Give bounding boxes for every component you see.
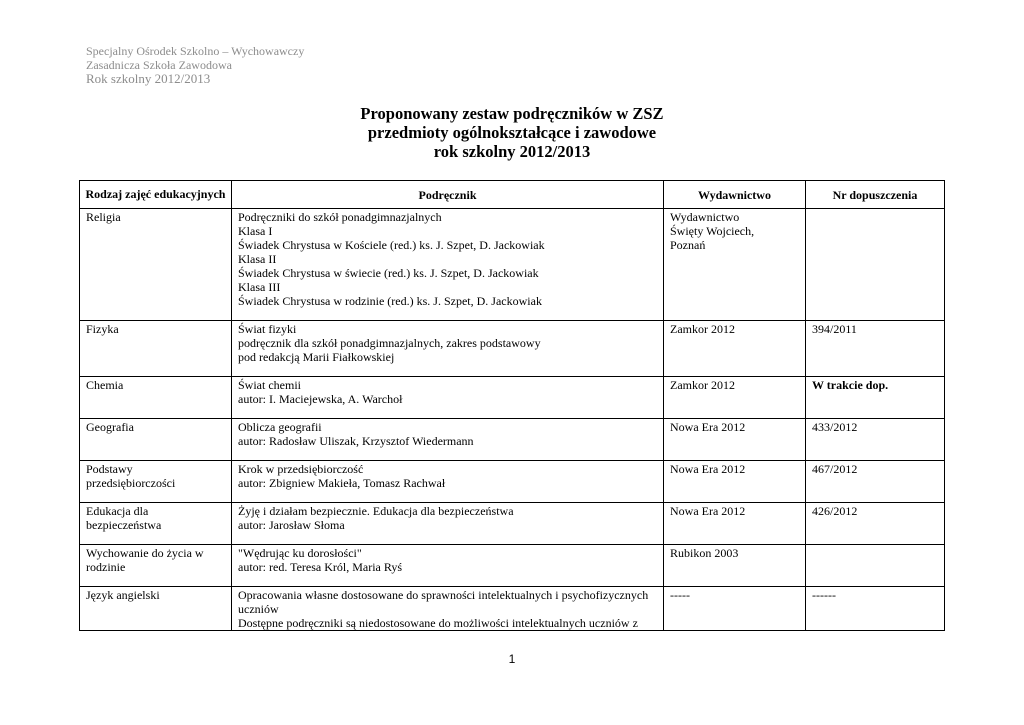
publisher-line: Wydawnictwo — [670, 210, 740, 224]
subject-cell — [80, 503, 232, 545]
table-row — [80, 209, 945, 321]
column-header-publisher: Wydawnictwo — [664, 181, 806, 209]
approval-cell — [806, 321, 945, 377]
publisher-cell — [664, 377, 806, 419]
book-line: Opracowania własne dostosowane do sprawności intelektualnych i psychofizycznych uczniów — [238, 588, 649, 616]
publisher-cell — [664, 419, 806, 461]
publisher-line: Nowa Era 2012 — [670, 462, 746, 476]
title-line-2: przedmioty ogólnokształcące i zawodowe — [367, 123, 657, 142]
publisher-line: Zamkor 2012 — [670, 378, 735, 392]
approval-cell — [806, 377, 945, 419]
subject-text: Fizyka — [86, 322, 119, 336]
publisher-line: Rubikon 2003 — [670, 546, 739, 560]
book-line: pod redakcją Marii Fiałkowskiej — [238, 350, 395, 364]
subject-cell — [80, 419, 232, 461]
approval-number: ------ — [812, 588, 836, 602]
column-header-subject: Rodzaj zajęć edukacyjnych — [80, 181, 232, 209]
approval-cell — [806, 461, 945, 503]
table-row — [80, 321, 945, 377]
book-cell — [232, 545, 664, 587]
book-line: Podręczniki do szkół ponadgimnazjalnych — [238, 210, 442, 224]
column-header-book: Podręcznik — [232, 181, 664, 209]
book-line: autor: I. Maciejewska, A. Warchoł — [238, 392, 403, 406]
book-line: autor: Jarosław Słoma — [238, 518, 345, 532]
table-row — [80, 419, 945, 461]
approval-cell — [806, 209, 945, 321]
book-cell — [232, 419, 664, 461]
book-cell — [232, 587, 664, 631]
publisher-line: Nowa Era 2012 — [670, 504, 746, 518]
book-cell — [232, 209, 664, 321]
book-line: Świadek Chrystusa w świecie (red.) ks. J. Szpet, D. Jackowiak — [238, 266, 539, 280]
subject-cell — [80, 321, 232, 377]
approval-number: 433/2012 — [812, 420, 858, 434]
book-line: Świat chemii — [238, 378, 301, 392]
approval-status: W trakcie dop. — [812, 378, 889, 392]
subject-text: bezpieczeństwa — [86, 518, 162, 532]
table-row — [80, 587, 945, 631]
table-row — [80, 461, 945, 503]
publisher-cell — [664, 545, 806, 587]
subject-text: Religia — [86, 210, 121, 224]
title-line-1: Proponowany zestaw podręczników w ZSZ — [360, 104, 664, 123]
approval-cell — [806, 587, 945, 631]
table-row — [80, 503, 945, 545]
subject-text: Podstawy — [86, 462, 133, 476]
table-row — [80, 377, 945, 419]
approval-cell — [806, 545, 945, 587]
book-line: Klasa II — [238, 252, 277, 266]
publisher-line: Zamkor 2012 — [670, 322, 735, 336]
publisher-cell — [664, 321, 806, 377]
document-title — [0, 104, 1024, 161]
book-line: Świadek Chrystusa w Kościele (red.) ks. J. Szpet, D. Jackowiak — [238, 238, 545, 252]
subject-text: rodzinie — [86, 560, 126, 574]
book-line: Żyję i działam bezpiecznie. Edukacja dla bezpieczeństwa — [238, 504, 514, 518]
approval-cell — [806, 419, 945, 461]
publisher-line: Poznań — [670, 238, 706, 252]
school-header — [86, 44, 304, 86]
book-line: Oblicza geografii — [238, 420, 322, 434]
publisher-cell — [664, 503, 806, 545]
book-line: Dostępne podręczniki są niedostosowane do możliwości intelektualnych uczniów z — [238, 616, 638, 630]
book-line: Klasa I — [238, 224, 273, 238]
book-line: Świat fizyki — [238, 322, 297, 336]
publisher-cell — [664, 461, 806, 503]
book-cell — [232, 321, 664, 377]
book-cell — [232, 461, 664, 503]
book-line: Klasa III — [238, 280, 281, 294]
publisher-line: Nowa Era 2012 — [670, 420, 746, 434]
book-line: Świadek Chrystusa w rodzinie (red.) ks. J. Szpet, D. Jackowiak — [238, 294, 542, 308]
approval-cell — [806, 503, 945, 545]
publisher-cell — [664, 587, 806, 631]
subject-cell — [80, 587, 232, 631]
publisher-line: Święty Wojciech, — [670, 224, 755, 238]
book-line: podręcznik dla szkół ponadgimnazjalnych, zakres podstawowy — [238, 336, 541, 350]
book-cell — [232, 503, 664, 545]
book-line: "Wędrując ku dorosłości" — [238, 546, 362, 560]
subject-cell — [80, 209, 232, 321]
book-cell — [232, 377, 664, 419]
subject-cell — [80, 461, 232, 503]
subject-text: Edukacja dla — [86, 504, 149, 518]
table-header-row — [80, 181, 945, 209]
textbook-table — [79, 180, 945, 631]
title-line-3: rok szkolny 2012/2013 — [433, 142, 591, 161]
table-row — [80, 545, 945, 587]
subject-text: Wychowanie do życia w — [86, 546, 204, 560]
approval-number: 394/2011 — [812, 322, 857, 336]
page-number: 1 — [508, 652, 516, 666]
publisher-line: ----- — [670, 588, 690, 602]
subject-text: Chemia — [86, 378, 124, 392]
school-year: Rok szkolny 2012/2013 — [86, 71, 211, 86]
book-line: autor: red. Teresa Król, Maria Ryś — [238, 560, 403, 574]
book-line: autor: Radosław Uliszak, Krzysztof Wiedermann — [238, 434, 474, 448]
book-line: autor: Zbigniew Makieła, Tomasz Rachwał — [238, 476, 446, 490]
column-header-approval: Nr dopuszczenia — [806, 181, 945, 209]
subject-cell — [80, 377, 232, 419]
book-line: Krok w przedsiębiorczość — [238, 462, 364, 476]
subject-text: Język angielski — [86, 588, 160, 602]
school-name: Specjalny Ośrodek Szkolno – Wychowawczy — [86, 44, 305, 58]
approval-number: 467/2012 — [812, 462, 858, 476]
subject-text: Geografia — [86, 420, 134, 434]
publisher-cell — [664, 209, 806, 321]
approval-number: 426/2012 — [812, 504, 858, 518]
school-type: Zasadnicza Szkoła Zawodowa — [86, 58, 232, 72]
subject-text: przedsiębiorczości — [86, 476, 176, 490]
subject-cell — [80, 545, 232, 587]
